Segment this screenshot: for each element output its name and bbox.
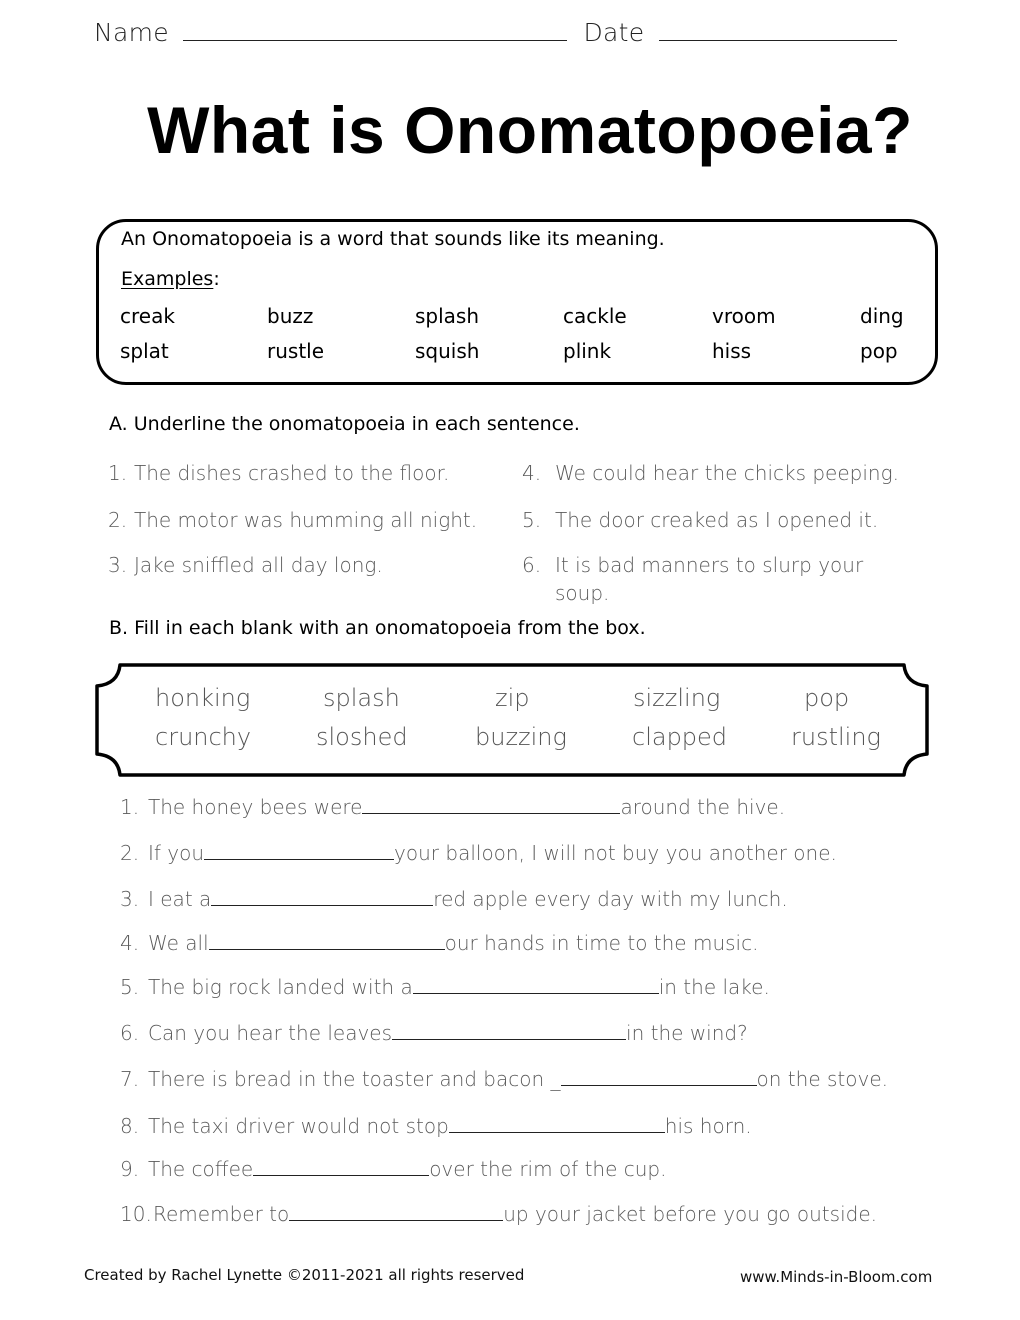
item-number: 10. <box>120 1202 152 1226</box>
example-word: squish <box>415 339 480 363</box>
answer-blank[interactable] <box>204 841 394 860</box>
fill-in-item <box>120 795 785 819</box>
fill-in-item <box>120 975 770 999</box>
word-bank-word: sloshed <box>316 723 408 751</box>
fill-in-item <box>120 931 758 955</box>
answer-blank[interactable] <box>392 1021 626 1040</box>
fill-in-item <box>120 887 788 911</box>
date-label: Date <box>583 18 645 47</box>
examples-label-text: Examples <box>121 268 214 290</box>
sentence-before: Remember to <box>153 1202 290 1226</box>
answer-blank[interactable] <box>209 931 445 950</box>
fill-in-item <box>120 1114 752 1138</box>
name-date-row <box>94 18 905 47</box>
sentence-after: around the hive. <box>620 795 786 819</box>
example-word: buzz <box>267 304 314 328</box>
item-number: 7. <box>120 1067 140 1091</box>
sentence-before: The taxi driver would not stop <box>148 1114 449 1138</box>
item-number: 6. <box>522 553 542 577</box>
sentence-item[interactable] <box>108 461 449 485</box>
definition-text: An Onomatopoeia is a word that sounds like its meaning. <box>121 228 665 250</box>
fill-in-item <box>120 1021 748 1045</box>
word-bank-word: honking <box>155 684 251 712</box>
fill-in-item <box>120 841 837 865</box>
answer-blank[interactable] <box>413 975 659 994</box>
word-bank-word: rustling <box>791 723 881 751</box>
fill-in-item <box>120 1157 666 1181</box>
examples-label <box>121 268 220 290</box>
sentence-before: I eat a <box>148 887 212 911</box>
example-word: creak <box>120 304 175 328</box>
sentence-item[interactable] <box>108 553 383 577</box>
answer-blank[interactable] <box>362 795 620 814</box>
sentence-after: up your jacket before you go outside. <box>503 1202 877 1226</box>
sentence-before: The coffee <box>148 1157 254 1181</box>
example-word: ding <box>860 304 904 328</box>
name-label: Name <box>94 18 169 47</box>
sentence-item[interactable] <box>522 553 863 577</box>
sentence-before: If you <box>148 841 205 865</box>
word-bank-frame <box>94 662 930 778</box>
example-word: plink <box>563 339 612 363</box>
sentence-after: our hands in time to the music. <box>444 931 759 955</box>
sentence-text[interactable]: Jake sniffled all day long. <box>134 553 383 577</box>
sentence-text[interactable]: The motor was humming all night. <box>134 508 478 532</box>
section-b-heading: B. Fill in each blank with an onomatopoeia from the box. <box>109 617 646 639</box>
example-word: pop <box>860 339 898 363</box>
sentence-after: red apple every day with my lunch. <box>433 887 788 911</box>
sentence-text[interactable]: We could hear the chicks peeping. <box>555 461 899 485</box>
sentence-after: on the stove. <box>756 1067 888 1091</box>
answer-blank[interactable] <box>449 1114 665 1133</box>
sentence-before: Can you hear the leaves <box>148 1021 393 1045</box>
sentence-item[interactable] <box>522 461 899 485</box>
sentence-text[interactable]: The dishes crashed to the floor. <box>134 461 450 485</box>
sentence-item[interactable] <box>522 508 878 532</box>
answer-blank[interactable] <box>253 1157 429 1176</box>
example-word: vroom <box>712 304 776 328</box>
sentence-continuation[interactable]: soup. <box>555 581 610 605</box>
sentence-after: his horn. <box>664 1114 752 1138</box>
item-number: 5. <box>522 508 542 532</box>
section-a-heading: A. Underline the onomatopoeia in each sentence. <box>109 413 580 435</box>
example-word: splat <box>120 339 169 363</box>
item-number: 9. <box>120 1157 140 1181</box>
item-number: 1. <box>108 461 128 485</box>
item-number: 4. <box>522 461 542 485</box>
fill-in-item <box>120 1202 877 1226</box>
item-number: 1. <box>120 795 140 819</box>
fill-in-item <box>120 1067 888 1091</box>
sentence-after: in the wind? <box>626 1021 748 1045</box>
sentence-before: The big rock landed with a <box>148 975 413 999</box>
copyright-credit: Created by Rachel Lynette ©2011-2021 all rights reserved <box>84 1266 525 1284</box>
example-word: cackle <box>563 304 627 328</box>
examples-colon: : <box>213 268 220 290</box>
item-number: 2. <box>120 841 140 865</box>
sentence-before: There is bread in the toaster and bacon _ <box>148 1067 561 1091</box>
item-number: 5. <box>120 975 140 999</box>
sentence-after: over the rim of the cup. <box>429 1157 667 1181</box>
example-word: rustle <box>267 339 325 363</box>
item-number: 3. <box>120 887 140 911</box>
word-bank-word: sizzling <box>633 684 721 712</box>
item-number: 4. <box>120 931 140 955</box>
word-bank-word: pop <box>804 684 850 712</box>
word-bank-word: splash <box>323 684 400 712</box>
sentence-after: your balloon, I will not buy you another one. <box>394 841 837 865</box>
word-bank-word: crunchy <box>155 723 252 751</box>
name-field[interactable] <box>183 39 567 41</box>
example-word: hiss <box>712 339 752 363</box>
answer-blank[interactable] <box>561 1067 757 1086</box>
sentence-before: We all <box>148 931 209 955</box>
word-bank-word: buzzing <box>475 723 567 751</box>
sentence-item[interactable] <box>108 508 477 532</box>
item-number: 6. <box>120 1021 140 1045</box>
date-field[interactable] <box>659 39 897 41</box>
answer-blank[interactable] <box>289 1202 503 1221</box>
item-number: 8. <box>120 1114 140 1138</box>
item-number: 3. <box>108 553 128 577</box>
word-bank-word: clapped <box>632 723 728 751</box>
page-title: What is Onomatopoeia? <box>147 93 913 167</box>
sentence-text[interactable]: The door creaked as I opened it. <box>555 508 879 532</box>
sentence-text[interactable]: It is bad manners to slurp your <box>555 553 864 577</box>
word-bank-word: zip <box>495 684 530 712</box>
sentence-after: in the lake. <box>658 975 770 999</box>
example-word: splash <box>415 304 480 328</box>
website-link[interactable]: www.Minds-in-Bloom.com <box>740 1268 933 1286</box>
item-number: 2. <box>108 508 128 532</box>
sentence-before: The honey bees were <box>148 795 363 819</box>
answer-blank[interactable] <box>211 887 433 906</box>
